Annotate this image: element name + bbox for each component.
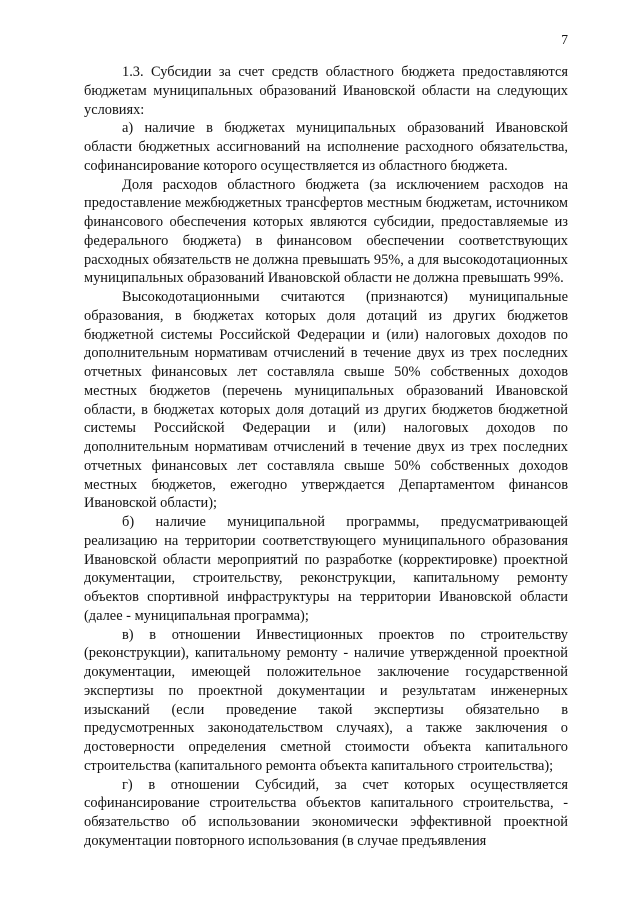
- paragraph-condition-a: а) наличие в бюджетах муниципальных образований Ивановской области бюджетных ассигнований на исполнение расходного обязательства, софинансирование которого осуществляется из областного бюджета.: [84, 120, 568, 174]
- paragraph-budget-share: Доля расходов областного бюджета (за исключением расходов на предоставление межбюджетных трансфертов местным бюджетам, источником финансового обеспечения которых являются субсидии, предоставляемые из федерального бюджета) в финансовом обеспечении соответствующих расходных обязательств не должна превышать 95%, а для высокодотационных муниципальных образований Ивановской области не должна превышать 99%.: [84, 176, 568, 287]
- paragraph-high-subsidy-definition: Высокодотационными считаются (признаются) муниципальные образования, в бюджетах которых доля дотаций из других бюджетов бюджетной системы Российской Федерации и (или) налоговых доходов по дополнительным нормативам отчислений в течение двух из трех последних отчетных финансовых лет составляла свыше 50% собственных доходов местных бюджетов (перечень муниципальных образований Ивановской области, в бюджетах которых доля дотаций из других бюджетов бюджетной системы Российской Федерации и (или) налоговых доходов по дополнительным нормативам отчислений в течение двух из трех последних отчетных финансовых лет составляла свыше 50% собственных доходов местных бюджетов, ежегодно утверждается Департаментом финансов Ивановской области);: [84, 289, 568, 512]
- document-body: [84, 63, 568, 851]
- paragraph-condition-v: в) в отношении Инвестиционных проектов по строительству (реконструкции), капитальному ремонту - наличие утвержденной проектной документации, имеющей положительное заключение государственной экспертизы по проектной документации и результатам инженерных изысканий (если проведение такой экспертизы обязательно в предусмотренных законодательством случаях), а также заключения о достоверности определения сметной стоимости объекта капитального строительства (капитального ремонта объекта капитального строительства);: [84, 626, 568, 774]
- paragraph-1-3-intro: 1.3. Субсидии за счет средств областного бюджета предоставляются бюджетам муниципальных образований Ивановской области на следующих условиях:: [84, 64, 568, 118]
- paragraph-condition-b: б) наличие муниципальной программы, предусматривающей реализацию на территории соответствующего муниципального образования Ивановской области мероприятий по разработке (корректировке) проектной документации, строительству, реконструкции, капитальному ремонту объектов спортивной инфраструктуры на территории Ивановской области (далее - муниципальная программа);: [84, 514, 568, 624]
- page-number: 7: [561, 32, 568, 47]
- paragraph-condition-g: г) в отношении Субсидий, за счет которых осуществляется софинансирование строительства объектов капитального строительства, - обязательство об использовании экономически эффективной проектной документации повторного использования (в случае предъявления: [84, 776, 568, 849]
